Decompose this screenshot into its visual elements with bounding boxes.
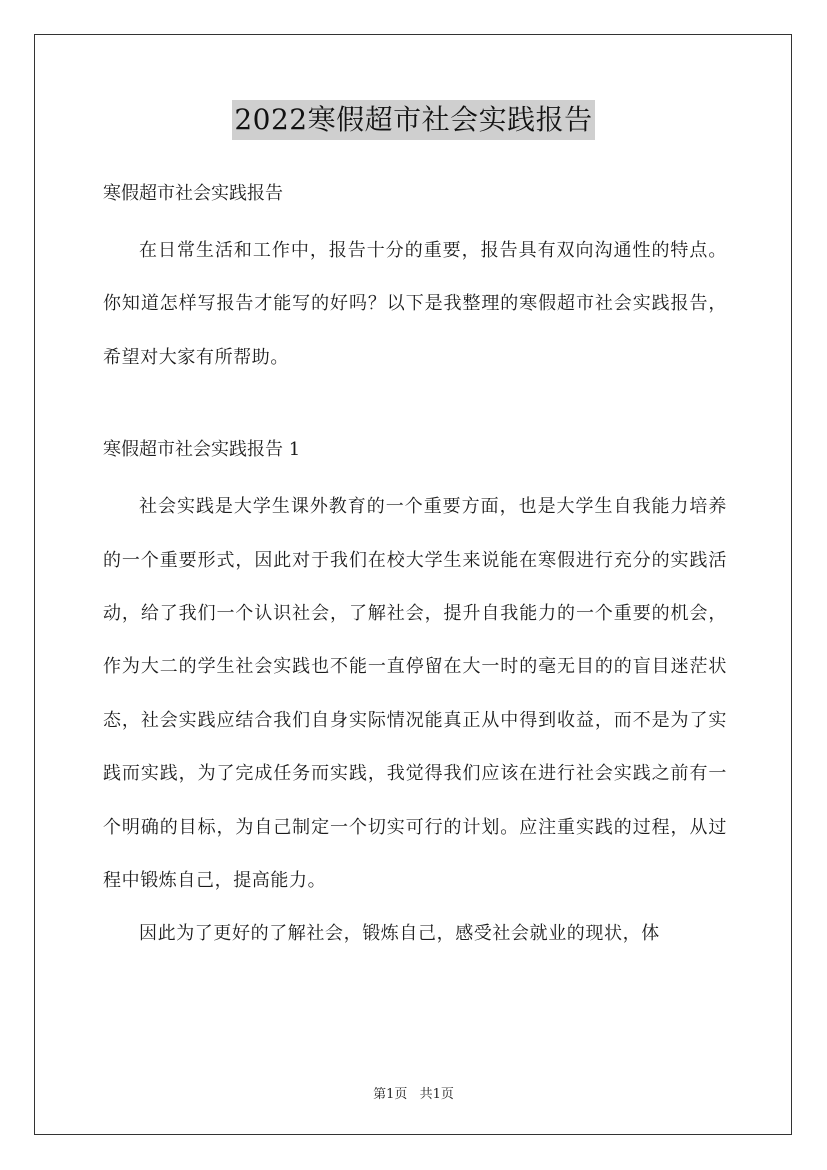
document-title: 2022寒假超市社会实践报告 — [232, 100, 594, 140]
spacer — [103, 216, 727, 224]
spacer — [103, 472, 727, 480]
document-body — [103, 172, 727, 961]
section-heading: 寒假超市社会实践报告 1 — [103, 439, 301, 461]
body-paragraph: 因此为了更好的了解社会，锻炼自己，感受社会就业的现状，体 — [139, 923, 660, 945]
intro-paragraph: 在日常生活和工作中，报告十分的重要，报告具有双向沟通性的特点。你知道怎样写报告才能写的好吗？以下是我整理的寒假超市社会实践报告，希望对大家有所帮助。 — [103, 240, 727, 368]
body-paragraph: 社会实践是大学生课外教育的一个重要方面，也是大学生自我能力培养的一个重要形式，因此对于我们在校大学生来说能在寒假进行充分的实践活动，给了我们一个认识社会，了解社会，提升自我能力的一个重要的机会，作为大二的学生社会实践也不能一直停留在大一时的毫无目的的盲目迷茫状态，社会实践应结合我们自身实际情况能真正从中得到收益，而不是为了实践而实践，为了完成任务而实践，我觉得我们应该在进行社会实践之前有一个明确的目标，为自己制定一个切实可行的计划。应注重实践的过程，从过程中锻炼自己，提高能力。 — [103, 496, 727, 892]
page-total: 共1页 — [419, 1087, 454, 1102]
page-footer — [0, 1083, 827, 1102]
page-number: 第1页 — [373, 1087, 408, 1102]
title-container — [0, 100, 827, 140]
document-subtitle: 寒假超市社会实践报告 — [103, 183, 283, 204]
spacer — [103, 384, 727, 428]
